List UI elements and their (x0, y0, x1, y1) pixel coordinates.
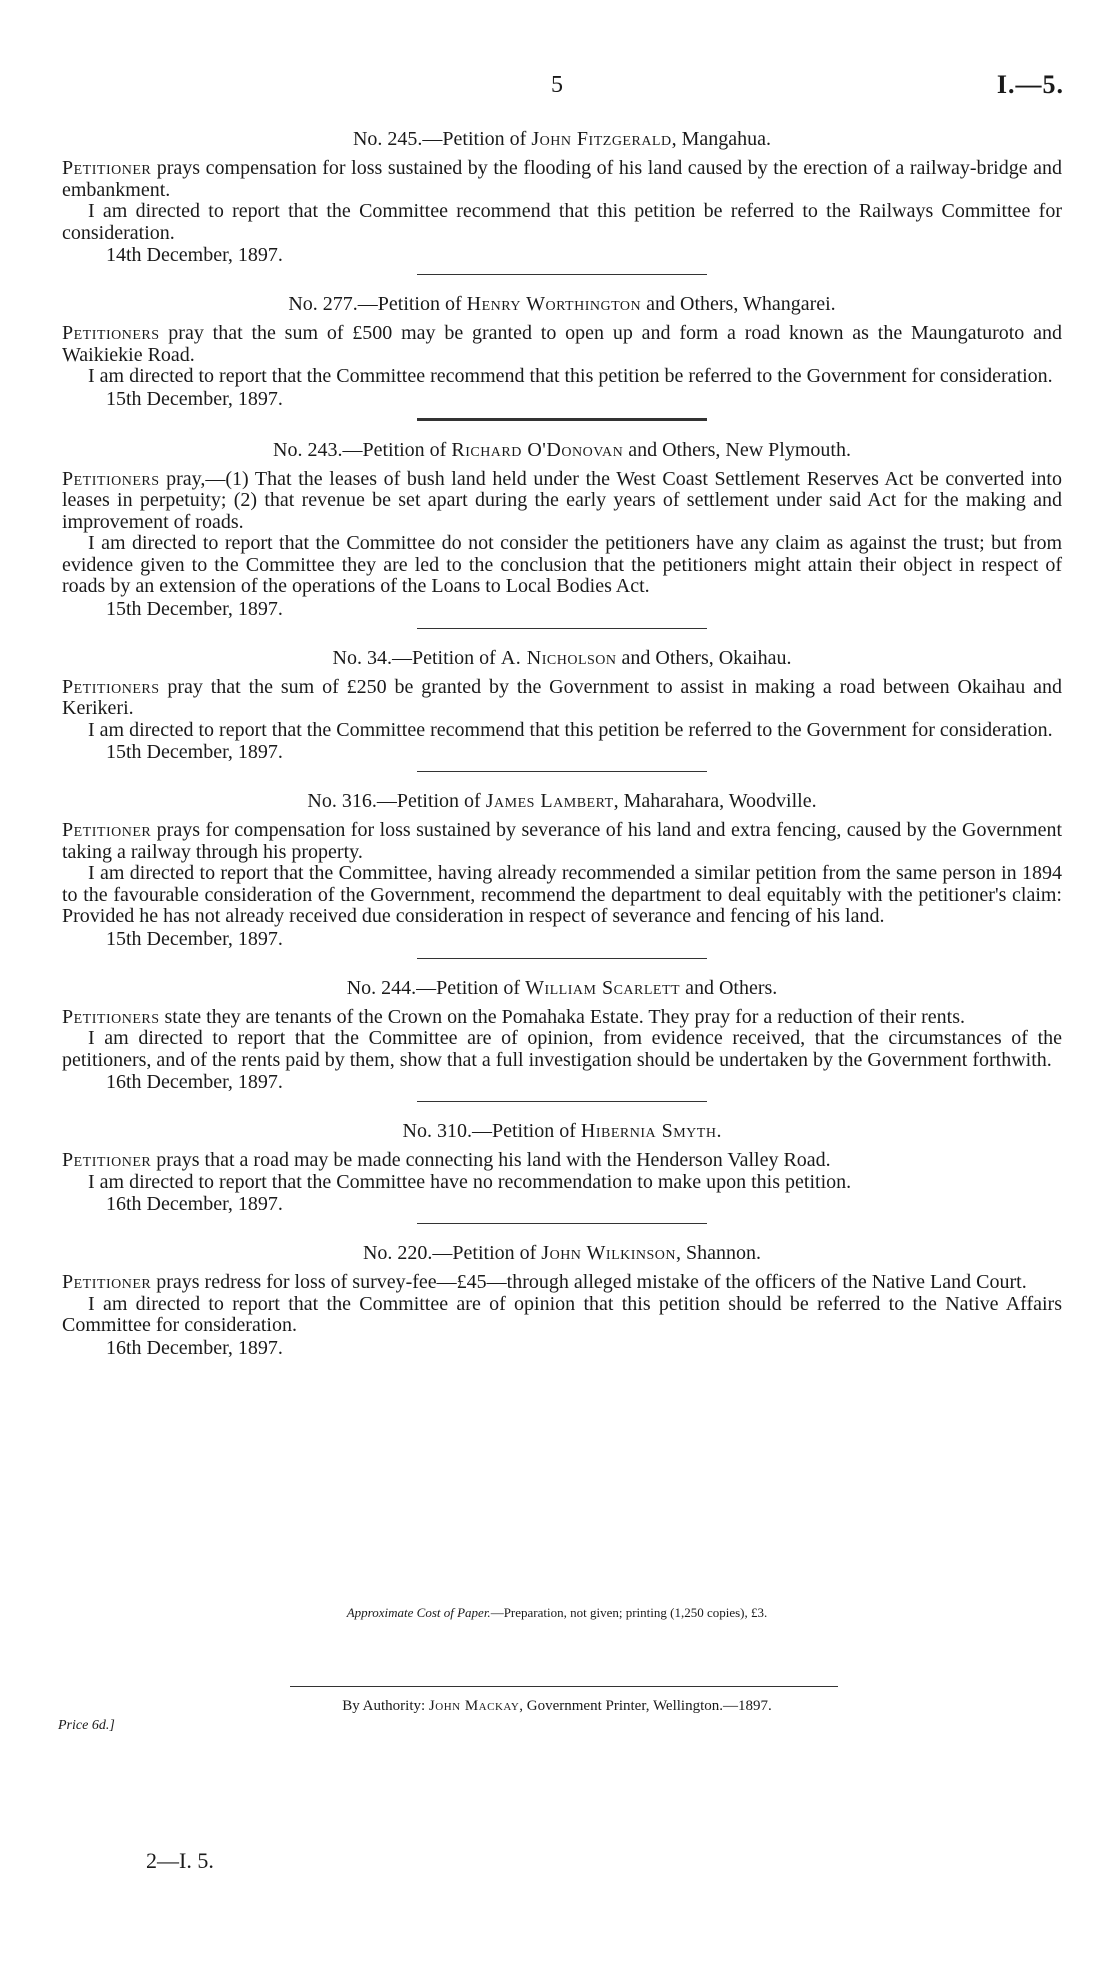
petitioner-name: Hibernia Smyth (580, 1120, 717, 1142)
divider-rule (417, 418, 707, 421)
petition-prayer: Petitioner prays redress for loss of survey-fee—£45—through alleged mistake of the officers of the Native Land Court. (62, 1271, 1027, 1293)
divider-rule (417, 771, 707, 772)
report-date: 15th December, 1897. (106, 927, 283, 950)
cost-of-paper-note: Approximate Cost of Paper.—Preparation, not given; printing (1,250 copies), £3. (346, 1605, 768, 1620)
committee-report: I am directed to report that the Committee, having already recommended a similar petition from the same person in 1894 to the favourable consideration of the Government, recommend the department to deal equitably with the petitioner's claim: Provided he has not already received due consideration in respect of severance and fencing of his land. (62, 862, 1062, 927)
committee-report: I am directed to report that the Committee recommend that this petition be referred to the Railways Committee for consideration. (62, 200, 1062, 244)
petition-prayer: Petitioners pray that the sum of £250 be granted by the Government to assist in making a road between Okaihau and Kerikeri. (62, 675, 1062, 719)
committee-report: I am directed to report that the Committee recommend that this petition be referred to the Government for consideration. (88, 365, 1053, 387)
petition-prayer: Petitioners state they are tenants of the Crown on the Pomahaka Estate. They pray for a reduction of their rents. (62, 1005, 965, 1028)
sheet-signature: 2—I. 5. (146, 1848, 214, 1873)
petitioner-name: A. Nicholson (500, 646, 617, 669)
petitioner-name: Henry Worthington (466, 293, 642, 315)
authority-rule (290, 1686, 838, 1687)
printer-name: John Mackay (428, 1698, 520, 1714)
report-date: 14th December, 1897. (106, 244, 283, 266)
petition-heading: No. 243.—Petition of Richard O'Donovan and Others, New Plymouth. (273, 438, 851, 461)
petition-prayer: Petitioners pray,—(1) That the leases of bush land held under the West Coast Settlement Reserves Act be converted into leases in perpetuity; (2) that revenue be set apart during the early years of settlement under said Act for the making and improvement of roads. (62, 467, 1062, 533)
sheet-reference: I.—5. (996, 70, 1064, 99)
report-date: 15th December, 1897. (106, 387, 283, 410)
committee-report: I am directed to report that the Committee do not consider the petitioners have any claim as against the trust; but from evidence given to the Committee they are led to the conclusion that the petitioners might attain their object in respect of roads by an extension of the operations of the Loans to Local Bodies Act. (62, 532, 1062, 597)
petitioner-name: Richard O'Donovan (451, 438, 624, 461)
petition-316 (62, 788, 1062, 950)
divider-rule (417, 1101, 707, 1102)
petition-34 (62, 645, 1062, 764)
petitioner-name: John Fitzgerald (531, 128, 672, 150)
petitioner-name: William Scarlett (525, 976, 681, 999)
petition-heading: No. 34.—Petition of A. Nicholson and Others, Okaihau. (332, 646, 792, 669)
page-number: 5 (551, 72, 563, 98)
petition-heading: No. 316.—Petition of James Lambert, Maharahara, Woodville. (307, 790, 817, 812)
petition-244 (62, 975, 1062, 1094)
petition-243 (62, 437, 1062, 620)
petition-prayer: Petitioner prays compensation for loss sustained by the flooding of his land caused by the erection of a railway-bridge and embankment. (62, 157, 1062, 201)
printer-authority: By Authority: John Mackay, Government Printer, Wellington.—1897. (342, 1698, 772, 1714)
petition-list (62, 126, 1062, 1359)
divider-rule (417, 628, 707, 629)
report-date: 15th December, 1897. (106, 597, 283, 620)
report-date: 15th December, 1897. (106, 741, 283, 763)
divider-rule (417, 274, 707, 275)
petition-heading: No. 310.—Petition of Hibernia Smyth. (402, 1120, 722, 1142)
petitioner-name: James Lambert (485, 790, 614, 812)
petition-277 (62, 291, 1062, 410)
petition-heading: No. 245.—Petition of John Fitzgerald, Mangahua. (352, 128, 772, 150)
petition-heading: No. 277.—Petition of Henry Worthington and Others, Whangarei. (288, 293, 836, 315)
price-note: Price 6d.] (58, 1718, 115, 1733)
petition-220 (62, 1240, 1062, 1359)
committee-report: I am directed to report that the Committee are of opinion, from evidence received, that the circumstances of the petitioners, and of the rents paid by them, show that a full investigation should be undertaken by the Government forthwith. (62, 1027, 1062, 1071)
committee-report: I am directed to report that the Committee are of opinion that this petition should be referred to the Native Affairs Committee for consideration. (62, 1292, 1062, 1336)
divider-rule (417, 1223, 707, 1224)
committee-report: I am directed to report that the Committee recommend that this petition be referred to the Government for consideration. (88, 718, 1053, 741)
petition-heading: No. 244.—Petition of William Scarlett and Others. (346, 976, 778, 999)
report-date: 16th December, 1897. (106, 1193, 283, 1215)
petition-prayer: Petitioner prays for compensation for loss sustained by severance of his land and extra fencing, caused by the Government taking a railway through his property. (62, 819, 1062, 863)
committee-report: I am directed to report that the Committee have no recommendation to make upon this petition. (88, 1170, 852, 1193)
petition-245 (62, 126, 1062, 266)
report-date: 16th December, 1897. (106, 1336, 283, 1359)
petition-prayer: Petitioner prays that a road may be made connecting his land with the Henderson Valley Road. (62, 1149, 831, 1171)
divider-rule (417, 958, 707, 959)
petition-heading: No. 220.—Petition of John Wilkinson, Shannon. (362, 1242, 762, 1264)
report-date: 16th December, 1897. (106, 1071, 283, 1093)
petition-310 (62, 1118, 1062, 1215)
petitioner-name: John Wilkinson (541, 1242, 677, 1264)
petition-prayer: Petitioners pray that the sum of £500 may be granted to open up and form a road known as the Maungaturoto and Waikiekie Road. (62, 322, 1062, 366)
